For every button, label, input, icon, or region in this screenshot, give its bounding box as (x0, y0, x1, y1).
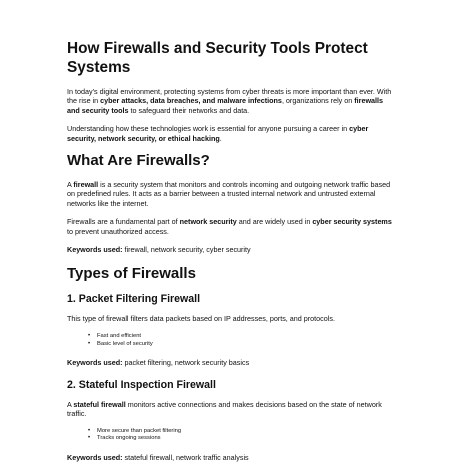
firewall-definition-paragraph (67, 180, 393, 208)
text-run: monitors active connections and makes decisions based on the state of network traffic. (67, 399, 382, 419)
keywords-label: Keywords used: (67, 453, 123, 463)
bold-text-run: firewalls and security tools (67, 96, 384, 115)
bold-text-run: cyber attacks, data breaches, and malware infections (100, 96, 282, 106)
text-run: and are widely used in (236, 217, 313, 227)
keywords-label: Keywords used: (67, 245, 123, 255)
text-run: A (67, 399, 74, 409)
keywords-text: stateful firewall, network traffic analysis (122, 453, 249, 463)
intro-paragraph-2 (67, 124, 393, 143)
text-run: , organizations rely on (281, 96, 355, 106)
bold-text-run: stateful firewall (73, 399, 126, 409)
list-item: • More secure than packet filtering (97, 428, 393, 436)
bold-text-run: cyber security, network security, or ethical hacking (67, 124, 369, 143)
subheading-stateful-inspection: 2. Stateful Inspection Firewall (67, 378, 216, 391)
list-item: • Fast and efficient (97, 333, 393, 341)
text-run: A (67, 180, 74, 190)
keywords-line-what (67, 245, 393, 254)
section-heading-types-of-firewalls: Types of Firewalls (67, 265, 196, 283)
stateful-bullets (67, 428, 393, 444)
bold-text-run: cyber security systems (312, 217, 392, 227)
keywords-text: packet filtering, network security basics (122, 358, 250, 368)
keywords-label: Keywords used: (67, 358, 123, 368)
bold-text-run: network security (179, 217, 237, 227)
list-item: • Basic level of security (97, 341, 393, 349)
text-run: In today’s digital environment, protecting systems from cyber threats is more important than ever. With the rise in (67, 87, 392, 106)
intro-paragraph-1 (67, 87, 393, 115)
bold-text-run: firewall (73, 180, 99, 190)
text-run: to safeguard their networks and data. (128, 105, 250, 115)
text-run: Understanding how these technologies work is essential for anyone pursuing a career in (67, 124, 350, 134)
stateful-description (67, 400, 393, 419)
packet-filtering-description: This type of firewall filters data packets based on IP addresses, ports, and protocols. (67, 314, 335, 324)
subheading-packet-filtering: 1. Packet Filtering Firewall (67, 293, 201, 306)
keywords-line-packet (67, 358, 393, 367)
page-title: How Firewalls and Security Tools Protect Systems (67, 40, 368, 76)
section-heading-what-are-firewalls: What Are Firewalls? (67, 152, 210, 170)
keywords-text: firewall, network security, cyber security (122, 245, 251, 255)
firewall-role-paragraph (67, 217, 393, 236)
text-run: Firewalls are a fundamental part of (67, 217, 180, 227)
text-run: to prevent unauthorized access. (67, 226, 169, 236)
keywords-line-stateful (67, 453, 393, 462)
list-item: • Tracks ongoing sessions (97, 435, 393, 443)
text-run: . (219, 133, 222, 143)
packet-filtering-bullets (67, 333, 393, 349)
text-run: is a security system that monitors and controls incoming and outgoing network traffic based on predefined rules. It acts as a barrier between a trusted internal network and untrusted external networks like the internet. (67, 180, 391, 208)
